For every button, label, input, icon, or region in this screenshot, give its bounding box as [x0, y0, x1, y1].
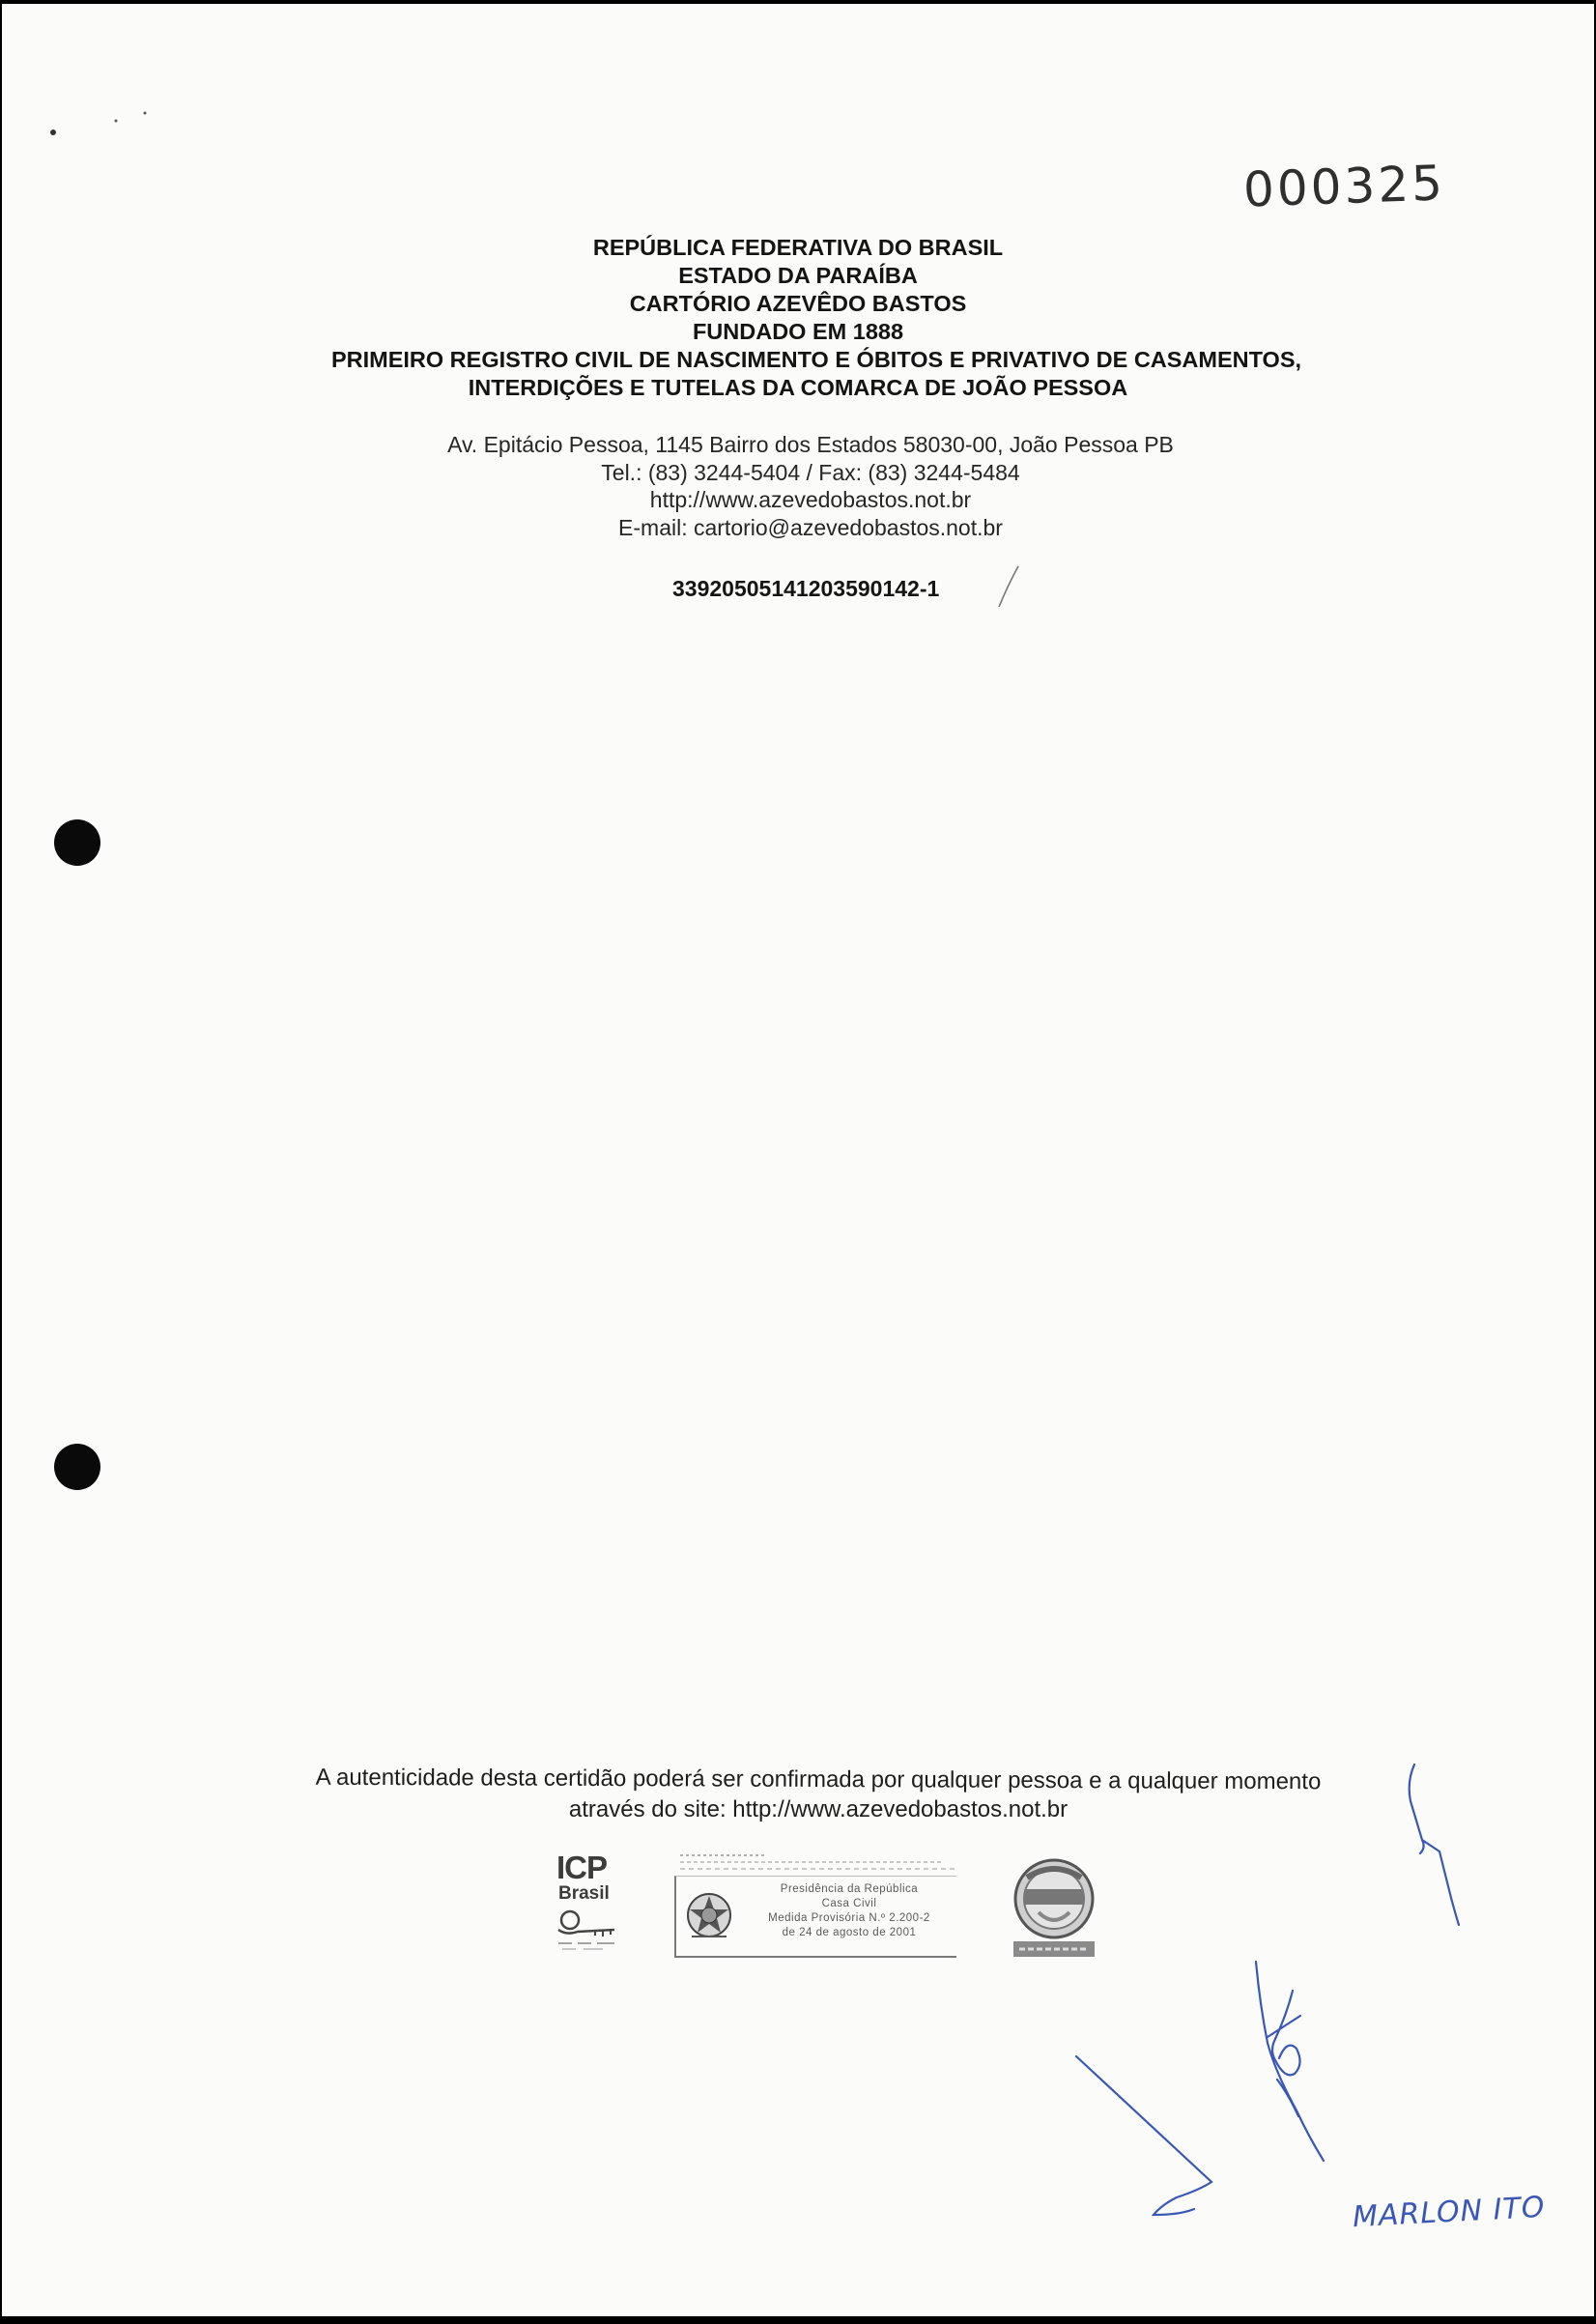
street-address: Av. Epitácio Pessoa, 1145 Bairro dos Estados 58030-00, João Pessoa PB	[447, 432, 1174, 457]
key-icon	[556, 1907, 628, 1955]
page-number-stamp: 000325	[1242, 155, 1446, 218]
header-state: ESTADO DA PARAÍBA	[678, 263, 918, 288]
website-link[interactable]: http://www.azevedobastos.not.br	[649, 487, 972, 512]
contact-address	[2, 431, 1594, 541]
mp-casa-civil: Casa Civil	[821, 1898, 877, 1909]
email-link[interactable]: E-mail: cartorio@azevedobastos.not.br	[618, 514, 1003, 540]
mp-presidency: Presidência da República	[780, 1883, 919, 1895]
mp-date: de 24 de agosto de 2001	[782, 1927, 917, 1938]
icp-logo-subtitle: Brasil	[558, 1883, 610, 1904]
header-registry-scope: PRIMEIRO REGISTRO CIVIL DE NASCIMENTO E ÓBITOS E PRIVATIVO DE CASAMENTOS,	[330, 347, 1302, 372]
authenticity-statement	[272, 1765, 1364, 1824]
phone-fax: Tel.: (83) 3244-5404 / Fax: (83) 3244-5484	[601, 459, 1020, 485]
header-office: CARTÓRIO AZEVÊDO BASTOS	[629, 291, 967, 316]
coat-of-arms-icon	[682, 1888, 736, 1946]
registry-header	[2, 234, 1594, 402]
mp-number: Medida Provisória N.º 2.200-2	[768, 1912, 930, 1924]
handwritten-name: MARLON ITO	[1352, 2190, 1547, 2235]
authenticity-site-line: através do site: http://www.azevedobastos.not.br	[568, 1796, 1069, 1822]
certification-seal-icon	[1010, 1854, 1098, 1963]
authenticity-line: A autenticidade desta certidão poderá ser confirmada por qualquer pessoa e a qualquer momento	[315, 1764, 1322, 1795]
pen-slash-mark	[995, 562, 1024, 611]
medida-provisoria-frame	[674, 1876, 956, 1958]
punch-hole-lower	[54, 1444, 100, 1490]
document-page	[2, 4, 1594, 2316]
header-republic: REPÚBLICA FEDERATIVA DO BRASIL	[592, 235, 1004, 260]
icp-brasil-logo	[556, 1852, 628, 1957]
scan-specks	[41, 100, 157, 139]
header-jurisdiction: INTERDIÇÕES E TUTELAS DA COMARCA DE JOÃO PESSOA	[468, 375, 1128, 400]
header-founded: FUNDADO EM 1888	[692, 319, 904, 344]
icp-logo-title: ICP	[556, 1850, 608, 1885]
punch-hole-upper	[54, 819, 100, 866]
medida-provisoria-text	[744, 1882, 955, 1940]
certificate-code: 33920505141203590142-1	[672, 576, 940, 601]
fine-print-lines	[676, 1851, 956, 1872]
medida-provisoria-badge	[674, 1851, 958, 1957]
